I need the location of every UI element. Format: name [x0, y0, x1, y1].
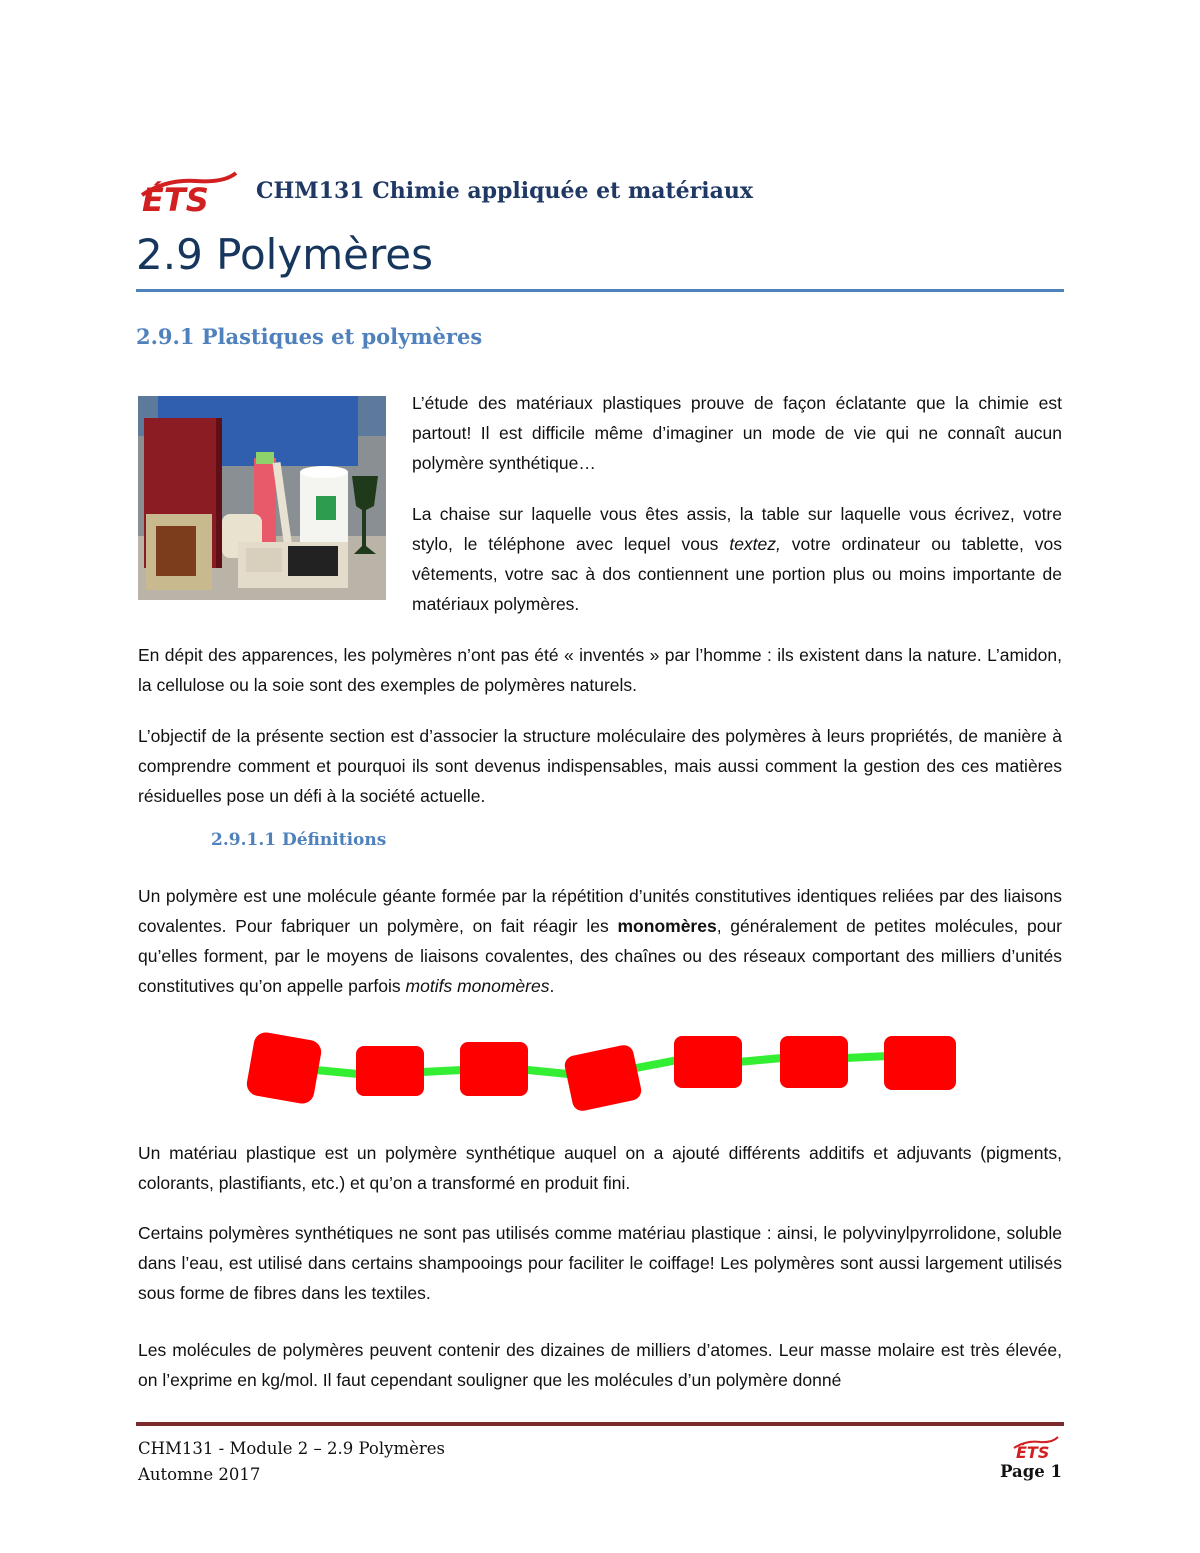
footer-rule [136, 1422, 1064, 1426]
title-underline [136, 289, 1064, 292]
paragraph-molar-mass: Les molécules de polymères peuvent contenir des dizaines de milliers d’atomes. Leur masse molaire est très élevée, on l’exprime en kg/mol. Il faut cependant souligner que les molécules d’un polymère donné [138, 1340, 1062, 1390]
header-row [136, 165, 1066, 217]
page-number: Page 1 [1000, 1462, 1062, 1481]
document-header [136, 165, 1066, 292]
intro2-emphasis: textez, [729, 534, 781, 554]
intro2-text-b: votre ordinateur ou tablette, vos vêtements, votre sac à dos contiennent une portion plus ou moins importante de matériaux polymères. [412, 534, 1063, 614]
chain-bond [636, 1060, 678, 1068]
chain-bond [528, 1070, 568, 1074]
monomer-unit [674, 1036, 742, 1088]
chain-bond [422, 1070, 462, 1072]
paragraph-synthetic-polymers: Certains polymères synthétiques ne sont pas utilisés comme matériau plastique : ainsi, le polyvinylpyrrolidone, soluble dans l’eau, est utilisé dans certains shampooings pour faciliter le coiffage! Les polymères sont aussi largement utilisés sous forme de fibres dans les textiles. [138, 1223, 1062, 1303]
footer-ets-logo [1010, 1434, 1060, 1460]
monomer-unit [780, 1036, 848, 1088]
footer-module: CHM131 - Module 2 – 2.9 Polymères [138, 1439, 445, 1458]
ets-logo-text: ÉTS [142, 181, 209, 217]
chain-bond [846, 1056, 888, 1058]
definition-text-c: . [549, 976, 555, 996]
section-heading: 2.9.1 Plastiques et polymères [136, 324, 483, 349]
intro2-text-a: La chaise sur laquelle vous êtes assis, la table sur laquelle vous écrivez, votre stylo, le téléphone avec lequel vous [412, 504, 1062, 554]
monomer-unit [460, 1042, 528, 1096]
definition-bold-term: monomères [617, 916, 717, 936]
definition-emphasis: motifs monomères [405, 976, 550, 996]
page-title: 2.9 Polymères [136, 230, 434, 279]
paragraph-objective: L’objectif de la présente section est d’associer la structure moléculaire des polymères à leurs propriétés, de manière à comprendre comment et pourquoi ils sont devenus indispensables, mais aussi comment la gestion des ces matières résiduelles pose un défi à la société actuelle. [138, 726, 1062, 806]
chain-bond [316, 1070, 358, 1074]
monomer-unit [563, 1043, 643, 1112]
polymer-chain-diagram [240, 1022, 960, 1114]
footer-left [138, 1436, 445, 1488]
paragraph-natural-polymers: En dépit des apparences, les polymères n’ont pas été « inventés » par l’homme : ils existent dans la nature. L’amidon, la cellulose ou la soie sont des exemples de polymères naturels. [138, 645, 1062, 695]
footer-term: Automne 2017 [138, 1465, 261, 1484]
paragraph-definition [138, 881, 1062, 1001]
definition-text-b: , généralement de petites molécules, pour qu’elles forment, par le moyens de liaisons covalentes, des chaînes ou des réseaux comportant des milliers d’unités constitutives qu’on appelle parfois [138, 916, 1063, 996]
paragraph-plastic-material: Un matériau plastique est un polymère synthétique auquel on a ajouté différents additifs et adjuvants (pigments, colorants, plastifiants, etc.) et qu’on a transformé en produit fini. [138, 1143, 1062, 1193]
course-title: CHM131 Chimie appliquée et matériaux [256, 178, 753, 204]
plastic-objects-photo [138, 396, 386, 600]
monomer-unit [884, 1036, 956, 1090]
subsection-heading: 2.9.1.1 Définitions [211, 830, 387, 850]
monomer-unit [245, 1031, 323, 1106]
definition-text-a: Un polymère est une molécule géante formée par la répétition d’unités constitutives identiques reliées par des liaisons covalentes. Pour fabriquer un polymère, on fait réagir les [138, 886, 1062, 936]
footer-logo-text: ÉTS [1016, 1443, 1050, 1460]
intro-paragraph-1: L’étude des matériaux plastiques prouve de façon éclatante que la chimie est partout! Il est difficile même d’imaginer un mode de vie qui ne connaît aucun polymère synthétique… [412, 393, 1062, 473]
monomer-unit [356, 1046, 424, 1096]
chain-bond [738, 1058, 782, 1062]
intro-paragraph-2 [412, 499, 1062, 619]
ets-logo [136, 165, 240, 217]
